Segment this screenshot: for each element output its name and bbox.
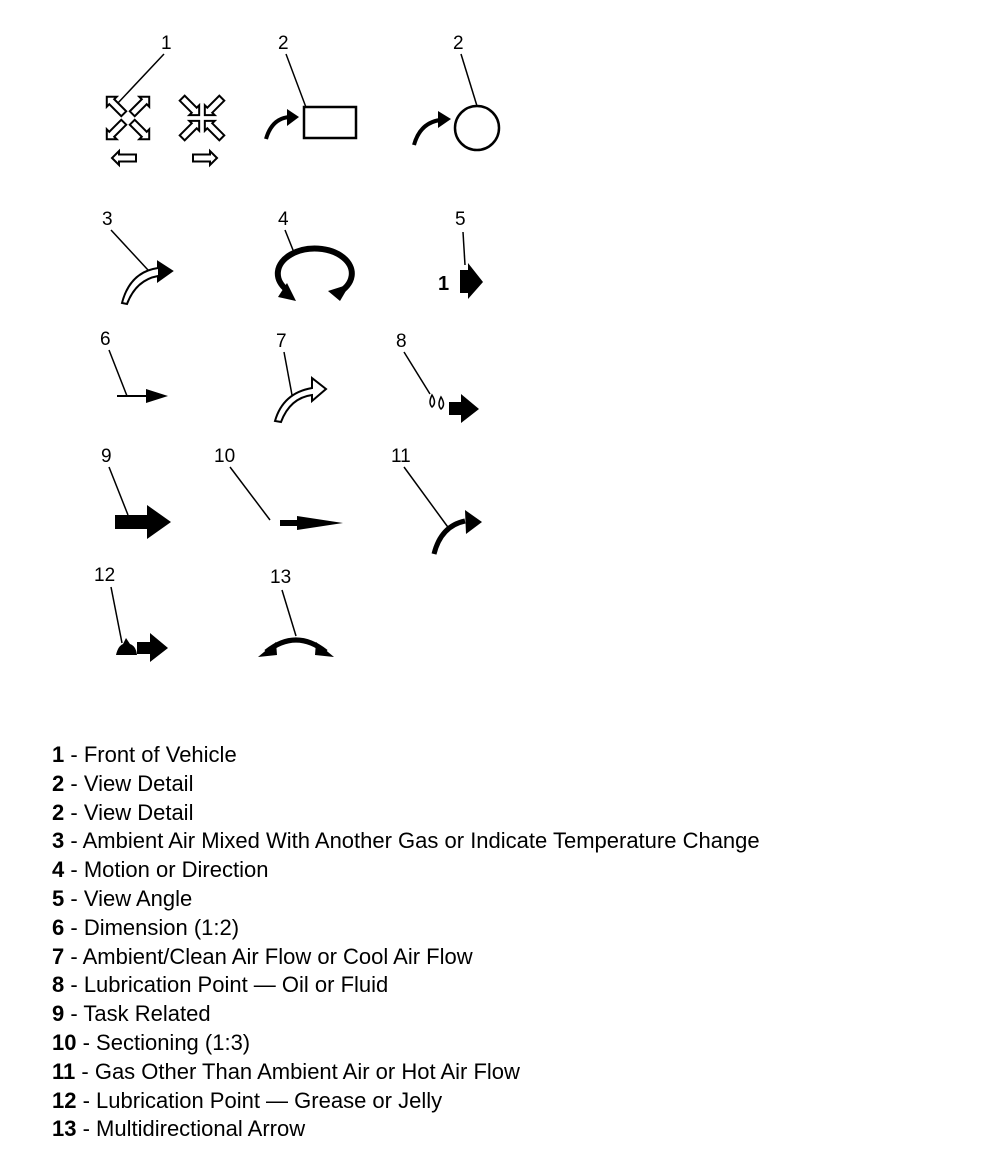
view-detail-circle-icon bbox=[414, 54, 499, 150]
legend-item bbox=[52, 914, 760, 943]
legend-text: View Detail bbox=[83, 770, 194, 796]
legend-number: 10 bbox=[52, 1029, 77, 1055]
callout-5: 5 bbox=[455, 209, 466, 230]
view-detail-rectangle-icon bbox=[266, 54, 356, 139]
legend-number: 8 bbox=[52, 972, 65, 998]
legend-number: 2 bbox=[52, 799, 65, 825]
legend-text: Ambient Air Mixed With Another Gas or Indicate Temperature Change bbox=[82, 828, 760, 854]
task-related-icon bbox=[109, 467, 171, 539]
legend-text: Ambient/Clean Air Flow or Cool Air Flow bbox=[82, 943, 473, 969]
legend-number: 4 bbox=[52, 857, 65, 883]
hot-air-flow-icon bbox=[404, 467, 482, 554]
legend-item bbox=[52, 1029, 760, 1058]
legend-separator: - bbox=[64, 972, 84, 998]
legend-item bbox=[52, 856, 760, 885]
callout-12: 12 bbox=[94, 565, 116, 586]
legend-separator: - bbox=[64, 828, 83, 854]
legend-number: 1 bbox=[52, 742, 65, 767]
view-angle-label: 1 bbox=[438, 273, 450, 295]
legend-item bbox=[52, 1087, 760, 1116]
legend-text: Gas Other Than Ambient Air or Hot Air Flow bbox=[94, 1058, 520, 1084]
view-angle-icon bbox=[438, 232, 483, 299]
legend-separator: - bbox=[76, 1029, 97, 1055]
callout-2-circle: 2 bbox=[453, 33, 464, 54]
legend-text: Sectioning (1:3) bbox=[96, 1029, 251, 1055]
legend-item bbox=[52, 1058, 760, 1087]
legend-text: Dimension (1:2) bbox=[83, 914, 240, 940]
legend-item bbox=[52, 1000, 760, 1029]
legend-item bbox=[52, 799, 760, 828]
legend-number: 9 bbox=[52, 1001, 65, 1027]
callout-6: 6 bbox=[100, 329, 111, 350]
legend-number: 13 bbox=[52, 1116, 77, 1142]
multidirectional-arrow-icon bbox=[258, 590, 334, 657]
callout-10: 10 bbox=[214, 446, 236, 467]
legend-separator: - bbox=[64, 857, 84, 883]
callout-11: 11 bbox=[391, 446, 411, 467]
legend-separator: - bbox=[64, 742, 84, 767]
legend-number: 7 bbox=[52, 943, 65, 969]
callout-7: 7 bbox=[276, 331, 287, 352]
legend-separator: - bbox=[75, 1058, 95, 1084]
legend-item bbox=[52, 770, 760, 799]
legend-separator: - bbox=[64, 943, 83, 969]
ambient-air-mixed-icon bbox=[111, 230, 172, 304]
legend-number: 12 bbox=[52, 1087, 77, 1113]
legend-text: Motion or Direction bbox=[83, 857, 269, 883]
legend-separator: - bbox=[76, 1087, 97, 1113]
legend-separator: - bbox=[64, 799, 84, 825]
lubrication-oil-icon bbox=[404, 352, 479, 423]
legend-number: 11 bbox=[52, 1058, 76, 1084]
legend-separator: - bbox=[64, 770, 84, 796]
callout-2-rect: 2 bbox=[278, 33, 289, 54]
legend-number: 3 bbox=[52, 828, 65, 854]
legend-item bbox=[52, 971, 760, 1000]
callout-13: 13 bbox=[270, 567, 292, 588]
legend-separator: - bbox=[64, 885, 84, 911]
callout-1: 1 bbox=[161, 33, 172, 54]
legend-item bbox=[52, 943, 760, 972]
legend-text: View Angle bbox=[83, 885, 193, 911]
legend-separator: - bbox=[76, 1116, 97, 1142]
lubrication-grease-icon bbox=[111, 587, 168, 662]
front-of-vehicle-icon bbox=[102, 54, 227, 165]
legend-number: 6 bbox=[52, 914, 65, 940]
legend-separator: - bbox=[64, 914, 84, 940]
legend-text: Lubrication Point — Grease or Jelly bbox=[96, 1087, 443, 1113]
callout-3: 3 bbox=[102, 209, 113, 230]
legend-item bbox=[52, 827, 760, 856]
sectioning-icon bbox=[230, 467, 343, 530]
legend-text: Multidirectional Arrow bbox=[96, 1116, 306, 1142]
legend-text: View Detail bbox=[83, 799, 194, 825]
legend-text: Lubrication Point — Oil or Fluid bbox=[83, 972, 389, 998]
clean-air-flow-icon bbox=[275, 352, 326, 422]
legend-text: Task Related bbox=[83, 1001, 211, 1027]
callout-8: 8 bbox=[396, 331, 407, 352]
dimension-icon bbox=[109, 350, 168, 403]
legend-number: 5 bbox=[52, 885, 65, 911]
legend-item bbox=[52, 741, 760, 770]
legend-item bbox=[52, 885, 760, 914]
callout-4: 4 bbox=[278, 209, 289, 230]
callout-9: 9 bbox=[101, 446, 112, 467]
legend-item bbox=[52, 1115, 760, 1144]
legend-separator: - bbox=[64, 1001, 84, 1027]
motion-direction-icon bbox=[278, 230, 352, 301]
legend-number: 2 bbox=[52, 770, 65, 796]
legend-text: Front of Vehicle bbox=[83, 742, 237, 767]
legend-list bbox=[52, 741, 760, 1144]
